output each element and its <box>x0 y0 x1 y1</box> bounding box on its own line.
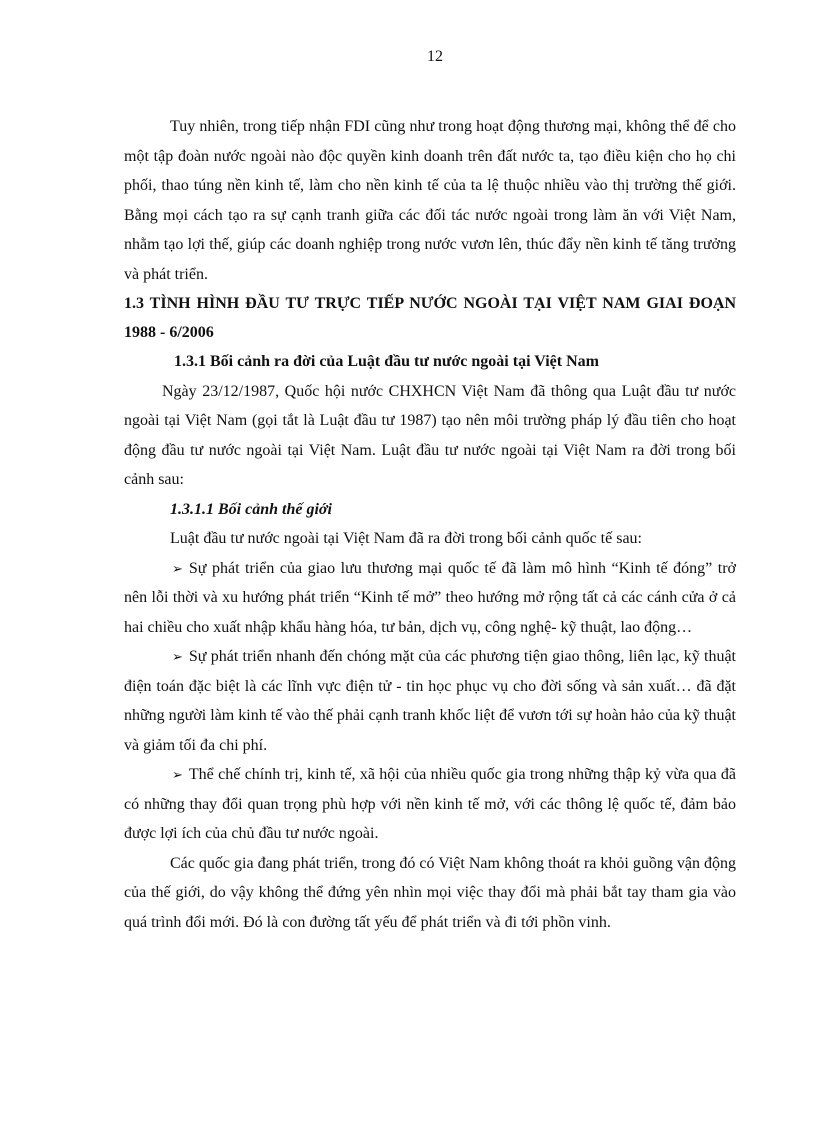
paragraph-conclusion: Các quốc gia đang phát triển, trong đó có Việt Nam không thoát ra khỏi guồng vận động của thế giới, do vậy không thể đứng yên nhìn mọi việc thay đổi mà phải bắt tay tham gia vào quá trình đổi mới. Đó là con đường tất yếu để phát triển và đi tới phồn vinh. <box>124 854 736 931</box>
page-number: 12 <box>427 48 443 65</box>
paragraph-world-context: Luật đầu tư nước ngoài tại Việt Nam đã ra đời trong bối cảnh quốc tế sau: <box>170 530 642 547</box>
section-heading-1-3: 1.3 TÌNH HÌNH ĐẦU TƯ TRỰC TIẾP NƯỚC NGOÀI TẠI VIỆT NAM GIAI ĐOẠN 1988 - 6/2006 <box>124 295 736 341</box>
arrowhead-bullet-icon: ➢ <box>172 649 183 664</box>
list-item <box>124 760 736 849</box>
paragraph-fdi-competition: Tuy nhiên, trong tiếp nhận FDI cũng như trong hoạt động thương mại, không thể để cho một tập đoàn nước ngoài nào độc quyền kinh doanh trên đất nước ta, tạo điều kiện cho họ chi phối, thao túng nền kinh tế, làm cho nền kinh tế của ta lệ thuộc nhiều vào thị trường thế giới. Bằng mọi cách tạo ra sự cạnh tranh giữa các đối tác nước ngoài trong làm ăn với Việt Nam, nhằm tạo lợi thế, giúp các doanh nghiệp trong nước vươn lên, thúc đẩy nền kinh tế tăng trưởng và phát triển. <box>124 118 736 283</box>
bullet-text: Sự phát triển của giao lưu thương mại quốc tế đã làm mô hình “Kinh tế đóng” trở nên lỗi thời và xu hướng phát triển “Kinh tế mở” theo hướng mở rộng tất cả các cánh cửa ở cả hai chiều cho xuất nhập khẩu hàng hóa, tư bản, dịch vụ, công nghệ- kỹ thuật, lao động… <box>124 559 736 636</box>
list-item <box>124 642 736 760</box>
arrowhead-bullet-icon: ➢ <box>172 560 183 576</box>
document-body <box>124 112 736 937</box>
subsection-heading-1-3-1: 1.3.1 Bối cảnh ra đời của Luật đầu tư nước ngoài tại Việt Nam <box>174 353 599 370</box>
bullet-text: Sự phát triển nhanh đến chóng mặt của các phương tiện giao thông, liên lạc, kỹ thuật điện toán đặc biệt là các lĩnh vực điện tử - tin học phục vụ cho đời sống và sản xuất… đã đặt những người làm kinh tế vào thế phải cạnh tranh khốc liệt để vươn tới sự hoàn hảo của kỹ thuật và giảm tối đa chi phí. <box>124 648 736 754</box>
subsubsection-heading-1-3-1-1: 1.3.1.1 Bối cảnh thế giới <box>170 500 332 518</box>
arrowhead-bullet-icon: ➢ <box>172 767 183 782</box>
paragraph-law-1987: Ngày 23/12/1987, Quốc hội nước CHXHCN Việt Nam đã thông qua Luật đầu tư nước ngoài tại Việt Nam (gọi tắt là Luật đầu tư 1987) tạo nên môi trường pháp lý đầu tiên cho hoạt động đầu tư nước ngoài tại Việt Nam. Luật đầu tư nước ngoài tại Việt Nam ra đời trong bối cảnh sau: <box>124 382 736 488</box>
bullet-text: Thể chế chính trị, kinh tế, xã hội của nhiều quốc gia trong những thập kỷ vừa qua đã có những thay đổi quan trọng phù hợp với nền kinh tế mở, với các thông lệ quốc tế, đảm bảo được lợi ích của chủ đầu tư nước ngoài. <box>124 766 736 842</box>
list-item <box>124 554 736 643</box>
